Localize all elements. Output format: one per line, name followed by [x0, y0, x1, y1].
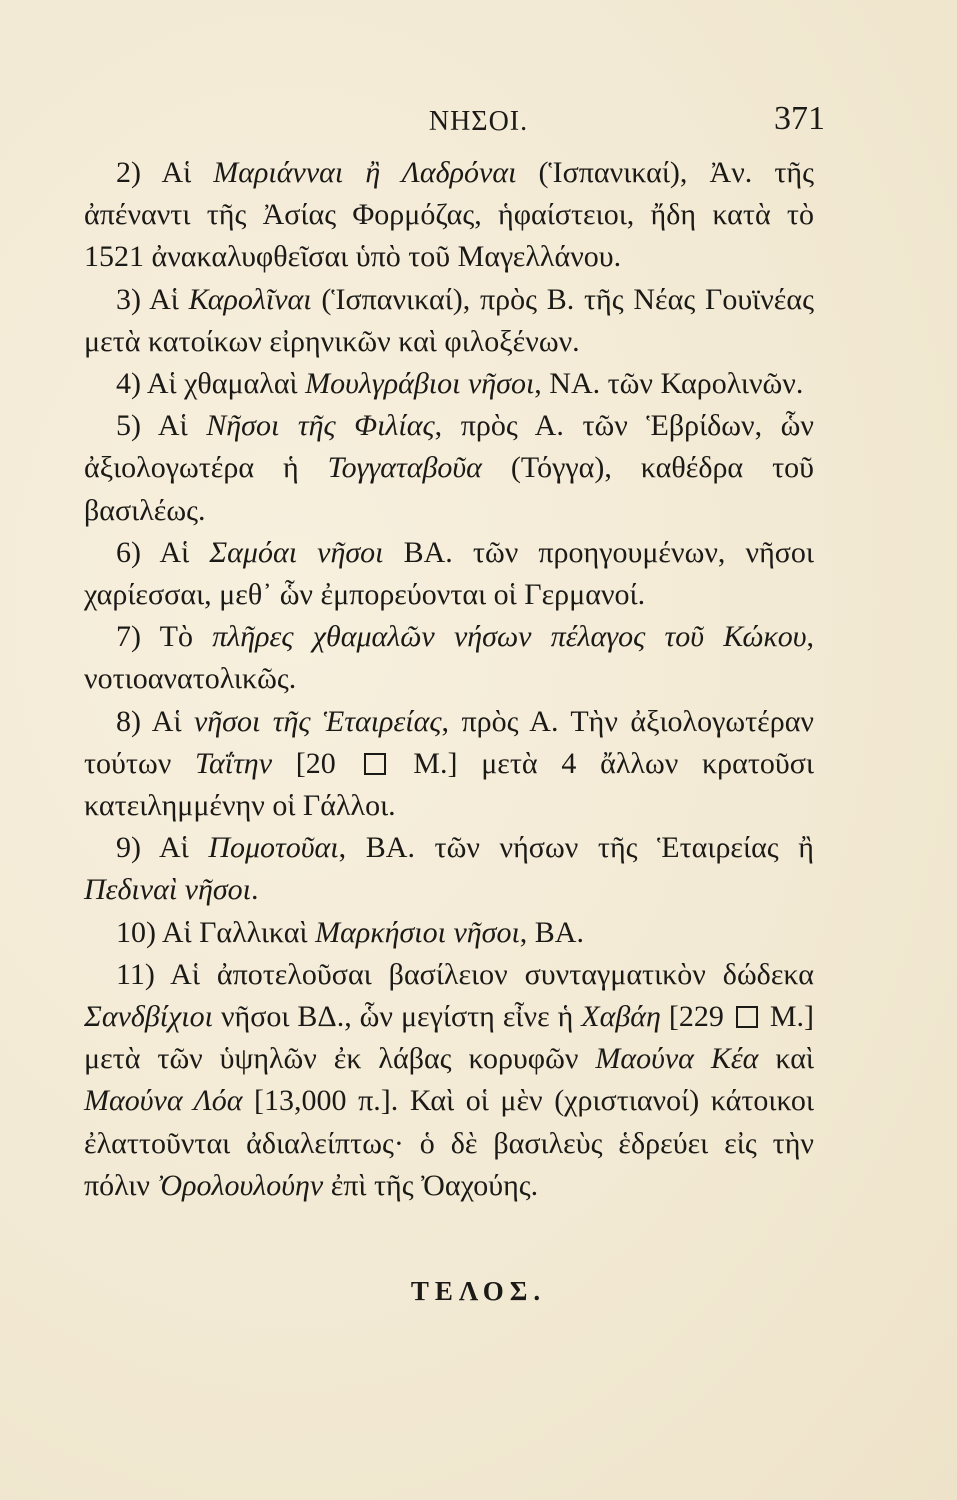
paragraph-10 — [84, 912, 814, 954]
island-name: Νῆσοι τῆς Φιλίας — [206, 409, 435, 443]
island-name: Χαβάη — [581, 1000, 661, 1034]
paragraph-9 — [84, 827, 814, 911]
text-run: ἐπὶ τῆς Ὀαχούης. — [323, 1168, 539, 1202]
text-run: [229 — [660, 1000, 732, 1034]
text-run: 4) Αἱ χθαμαλαὶ — [116, 367, 306, 401]
peak-name: Μαούνα Κέα — [595, 1042, 759, 1076]
text-run: , πρὸς Α. τῶν Ἑβρίδων, ὧν ἀξιολογωτέρα ἡ — [84, 409, 814, 485]
text-run: (Ἱσπανικαί), πρὸς Β. τῆς Νέας Γουϊνέας μετὰ κατοίκων εἰρηνικῶν καὶ φιλοξένων. — [84, 282, 815, 358]
text-run: ΒΑ. τῶν προηγουμένων, νῆσοι χαρίεσσαι, μεθ᾽ ὧν ἐμπορεύονται οἱ Γερμανοί. — [84, 535, 815, 612]
body-text — [84, 152, 814, 1207]
text-run: 6) Αἱ — [116, 535, 210, 569]
paragraph-3 — [84, 279, 814, 363]
square-mile-icon — [736, 1006, 758, 1028]
end-mark: ΤΕΛΟΣ. — [410, 1276, 547, 1306]
text-run: (Τόγγα), καθέδρα τοῦ βασιλέως. — [84, 451, 814, 527]
text-run: 2) Αἱ — [116, 156, 214, 189]
island-name: Καρολῖναι — [188, 282, 312, 316]
paragraph-4 — [84, 363, 814, 405]
text-run: 10) Αἱ Γαλλικαὶ — [116, 915, 316, 949]
text-run: , πρὸς Α. Τὴν ἀξιολογωτέραν τούτων — [84, 704, 814, 780]
text-run: , ΒΑ. τῶν νήσων τῆς Ἑταιρείας ἢ — [338, 831, 814, 865]
paragraph-11 — [84, 954, 814, 1207]
island-name: Σανδβίχιοι — [84, 1000, 213, 1034]
island-name: Μουλγράβιοι νῆσοι — [305, 367, 535, 401]
island-name: Σαμόαι νῆσοι — [209, 535, 384, 569]
page-header — [0, 100, 957, 140]
text-run: νῆσοι ΒΔ., ὧν μεγίστη εἶνε ἡ — [212, 1000, 582, 1034]
text-run: Μ.] μετὰ 4 ἄλλων κρατοῦσι κατειλημμένην οἱ Γάλλοι. — [84, 746, 814, 823]
page-number: 371 — [774, 100, 825, 137]
island-name: πλῆρες χθαμαλῶν νήσων πέλαγος τοῦ Κώκου — [212, 620, 807, 654]
text-run: καὶ — [758, 1042, 814, 1076]
text-run: 11) Αἱ ἀποτελοῦσαι βασίλειον συνταγματικὸν δώδεκα — [116, 957, 814, 991]
island-name: Τογγαταβοῦα — [327, 451, 482, 485]
text-run: , ΝΑ. τῶν Καρολινῶν. — [534, 367, 804, 401]
island-name: Πεδιναὶ νῆσοι — [84, 873, 251, 907]
island-name: Μαριάνναι ἢ Λαδρόναι — [213, 156, 517, 189]
paragraph-6 — [84, 532, 814, 616]
text-run: [13,000 π.]. Καὶ οἱ μὲν (χριστιανοί) κάτοικοι ἐλαττοῦνται ἀδιαλείπτως· ὁ δὲ βασιλεὺς ἑδρεύει εἰς τὴν πόλιν — [84, 1084, 814, 1202]
island-name: Πομοτοῦαι — [208, 831, 339, 865]
city-name: Ὀρολουλούην — [157, 1168, 324, 1202]
running-head: ΝΗΣΟΙ. — [428, 106, 529, 137]
island-name: νῆσοι τῆς Ἑταιρείας — [193, 704, 442, 738]
square-mile-icon — [364, 753, 386, 775]
text-run: , ΒΑ. — [519, 915, 584, 949]
text-run: 3) Αἱ — [116, 282, 189, 316]
paragraph-7 — [84, 616, 814, 700]
text-run: (Ἱσπανικαί), Ἀν. τῆς ἀπέναντι τῆς Ἀσίας Φορμόζας, ἡφαίστειοι, ἤδη κατὰ τὸ 1521 ἀνακαλυφθεῖσαι ὑπὸ τοῦ Μαγελλάνου. — [84, 156, 814, 274]
text-run: . — [251, 873, 259, 907]
text-run: 7) Τὸ — [116, 620, 213, 654]
paragraph-8 — [84, 701, 814, 828]
text-run: 5) Αἱ — [116, 409, 207, 443]
text-run: Μ.] μετὰ τῶν ὑψηλῶν ἐκ λάβας κορυφῶν — [84, 1000, 814, 1076]
paragraph-2 — [84, 152, 814, 279]
text-run: 8) Αἱ — [116, 704, 194, 738]
peak-name: Μαούνα Λόα — [84, 1084, 243, 1118]
island-name: Μαρκήσιοι νῆσοι — [315, 915, 520, 949]
text-run: [20 — [272, 746, 360, 780]
island-name: Ταΐτην — [195, 746, 273, 780]
text-run: , νοτιοανατολικῶς. — [84, 620, 814, 696]
paragraph-5 — [84, 405, 814, 532]
text-run: 9) Αἱ — [116, 831, 209, 865]
